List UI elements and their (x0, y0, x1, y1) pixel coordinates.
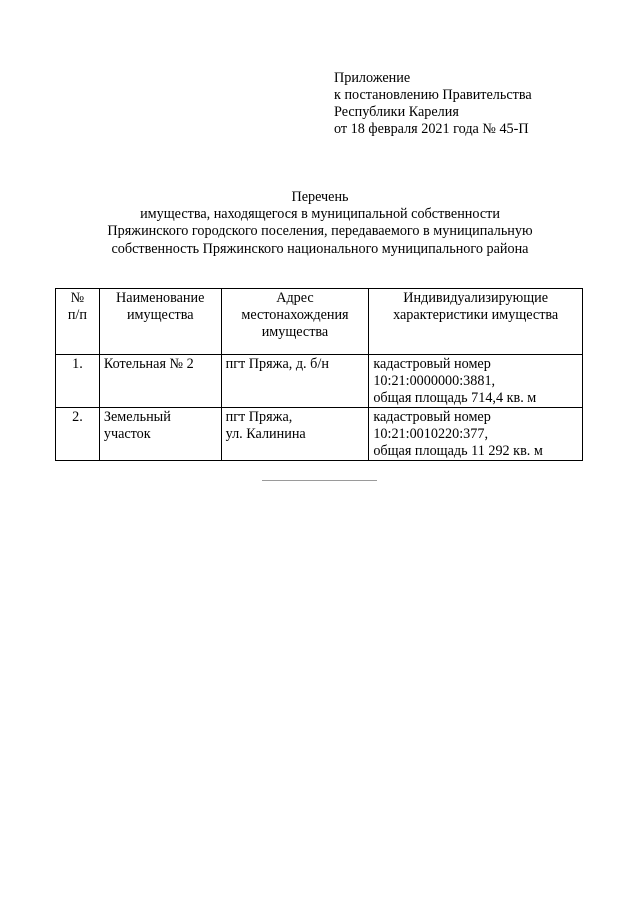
title-line: Перечень (291, 189, 349, 205)
row-name (99, 408, 221, 461)
header-text: имущества (261, 324, 329, 340)
row-name (99, 355, 221, 408)
table-row (56, 355, 583, 408)
title-line: имущества, находящегося в муниципальной собственности (140, 206, 500, 223)
header-text: имущества (126, 307, 194, 323)
appendix-line: к постановлению Правительства (334, 87, 532, 103)
row-number: 2. (56, 408, 100, 461)
cell-text: Земельный (103, 409, 171, 425)
end-separator-line (262, 480, 377, 481)
header-text: п/п (67, 307, 87, 323)
cell-text: ул. Калинина (225, 426, 306, 442)
header-name (99, 289, 221, 355)
row-characteristics (369, 408, 583, 461)
cell-text: пгт Пряжа, (225, 409, 293, 425)
header-text: местонахождения (241, 307, 349, 323)
document-title (0, 189, 640, 258)
title-line: Пряжинского городского поселения, передаваемого в муниципальную (107, 223, 533, 240)
header-number (56, 289, 100, 355)
appendix-line: Республики Карелия (334, 104, 459, 120)
cell-text: 10:21:0010220:377, (373, 426, 488, 442)
cell-text: кадастровый номер (373, 409, 491, 425)
row-address (221, 355, 369, 408)
header-characteristics (369, 289, 583, 355)
title-line: собственность Пряжинского национального муниципального района (111, 240, 529, 257)
cell-text: участок (103, 426, 151, 442)
cell-text: кадастровый номер (373, 356, 491, 372)
header-text: № (70, 290, 85, 306)
row-number: 1. (56, 355, 100, 408)
appendix-line: Приложение (334, 70, 411, 86)
appendix-block (334, 70, 532, 138)
header-text: Наименование (116, 290, 205, 306)
row-address (221, 408, 369, 461)
header-address (221, 289, 369, 355)
table-row (56, 408, 583, 461)
cell-text: Котельная № 2 (103, 356, 194, 372)
cell-text: пгт Пряжа, д. б/н (225, 356, 329, 372)
cell-text: общая площадь 714,4 кв. м (373, 390, 537, 406)
appendix-line: от 18 февраля 2021 года № 45-П (334, 121, 529, 137)
header-text: Адрес (276, 290, 314, 306)
property-table (55, 288, 583, 461)
cell-text: 10:21:0000000:3881, (373, 373, 496, 389)
header-text: характеристики имущества (393, 307, 559, 323)
table-header-row (56, 289, 583, 355)
row-characteristics (369, 355, 583, 408)
cell-text: общая площадь 11 292 кв. м (373, 443, 543, 459)
header-text: Индивидуализирующие (403, 290, 549, 306)
